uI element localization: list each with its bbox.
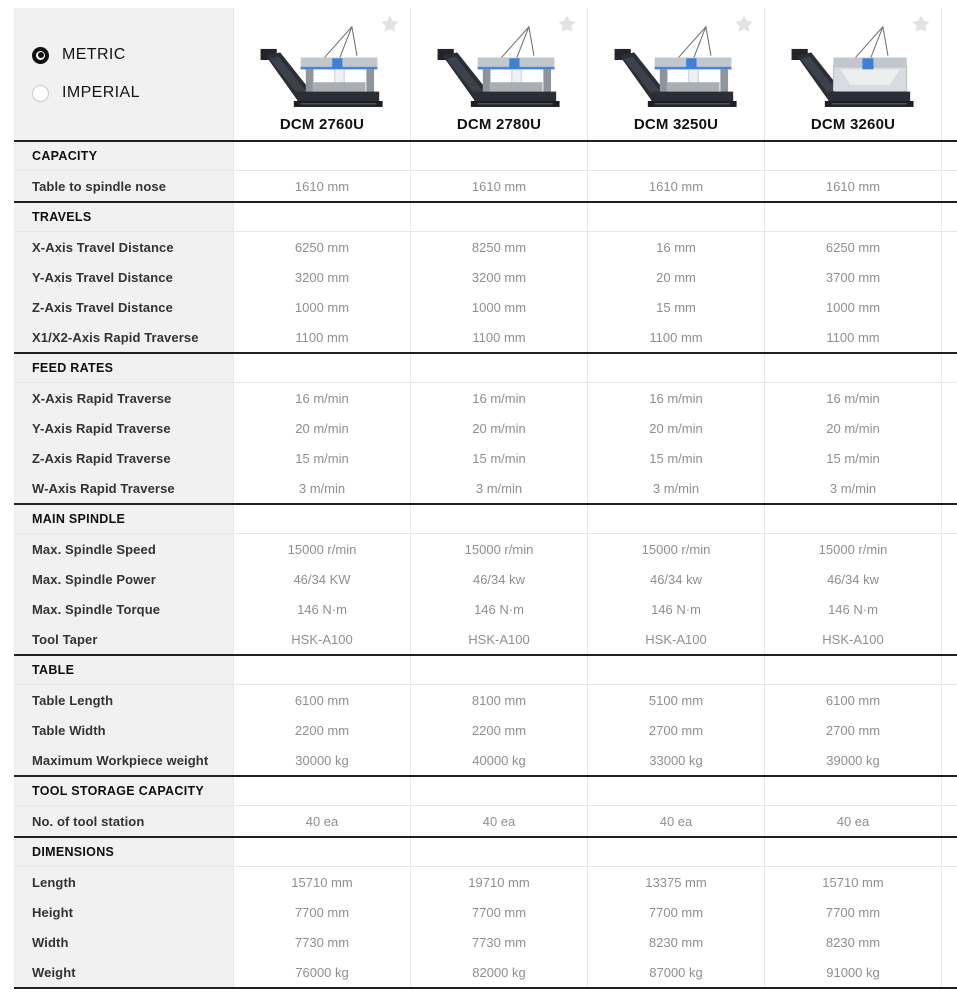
imperial-radio-label: IMPERIAL: [62, 84, 140, 101]
product-model-name: DCM 3250U: [633, 116, 719, 133]
stub-cell: [941, 383, 957, 413]
spec-row: [14, 806, 957, 836]
spec-value: 6250 mm: [764, 232, 941, 262]
section-header-cell: [233, 142, 410, 170]
spec-label: Tool Taper: [14, 624, 233, 654]
spec-section: [14, 503, 957, 654]
spec-row: [14, 564, 957, 594]
spec-value: 1610 mm: [587, 171, 764, 201]
section-header-cell: [764, 203, 941, 231]
spec-value: 6250 mm: [233, 232, 410, 262]
stub-cell: [941, 232, 957, 262]
spec-value: 40000 kg: [410, 745, 587, 775]
product-model-name: DCM 2780U: [456, 116, 542, 133]
spec-value: 3700 mm: [764, 262, 941, 292]
section-header-cell: [587, 505, 764, 533]
product-card: [410, 8, 587, 140]
spec-value: 15 m/min: [233, 443, 410, 473]
spec-row: [14, 867, 957, 897]
spec-value: 1100 mm: [233, 322, 410, 352]
spec-value: 15000 r/min: [233, 534, 410, 564]
spec-row: [14, 957, 957, 987]
imperial-radio-option[interactable]: [32, 84, 233, 102]
spec-value: 3 m/min: [233, 473, 410, 503]
section-header-row: [14, 142, 957, 171]
spec-value: 15 mm: [587, 292, 764, 322]
spec-value: 3200 mm: [410, 262, 587, 292]
spec-value: 2700 mm: [764, 715, 941, 745]
spec-value: 7730 mm: [233, 927, 410, 957]
stub-cell: [941, 927, 957, 957]
stub-cell: [941, 806, 957, 836]
spec-value: 5100 mm: [587, 685, 764, 715]
section-header-cell: [410, 142, 587, 170]
spec-value: 146 N·m: [587, 594, 764, 624]
stub-cell: [941, 777, 957, 805]
section-header-cell: [233, 354, 410, 382]
spec-row: [14, 443, 957, 473]
section-title: TOOL STORAGE CAPACITY: [14, 777, 233, 805]
spec-value: 2200 mm: [233, 715, 410, 745]
stub-cell: [941, 957, 957, 987]
spec-value: 20 m/min: [233, 413, 410, 443]
favorite-star-icon[interactable]: [379, 13, 401, 35]
spec-row: [14, 171, 957, 201]
spec-value: 2200 mm: [410, 715, 587, 745]
metric-radio-button[interactable]: [32, 47, 49, 64]
spec-row: [14, 745, 957, 775]
spec-value: 1100 mm: [764, 322, 941, 352]
spec-section: [14, 836, 957, 987]
spec-value: 33000 kg: [587, 745, 764, 775]
spec-value: 1610 mm: [764, 171, 941, 201]
spec-value: 20 m/min: [410, 413, 587, 443]
section-header-row: [14, 203, 957, 232]
section-header-row: [14, 505, 957, 534]
stub-cell: [941, 142, 957, 170]
spec-label: Table to spindle nose: [14, 171, 233, 201]
spec-value: 3 m/min: [587, 473, 764, 503]
section-header-cell: [233, 656, 410, 684]
spec-value: 7700 mm: [587, 897, 764, 927]
section-header-cell: [233, 838, 410, 866]
spec-value: 8230 mm: [764, 927, 941, 957]
spec-label: Max. Spindle Speed: [14, 534, 233, 564]
spec-value: 7700 mm: [233, 897, 410, 927]
imperial-radio-button[interactable]: [32, 85, 49, 102]
spec-value: 19710 mm: [410, 867, 587, 897]
spec-value: 15 m/min: [587, 443, 764, 473]
product-card: [587, 8, 764, 140]
spec-value: 8250 mm: [410, 232, 587, 262]
product-model-name: DCM 3260U: [810, 116, 896, 133]
spec-value: 40 ea: [233, 806, 410, 836]
spec-row: [14, 383, 957, 413]
spec-value: 1610 mm: [410, 171, 587, 201]
spec-value: 16 m/min: [233, 383, 410, 413]
section-title: TRAVELS: [14, 203, 233, 231]
stub-cell: [941, 897, 957, 927]
section-title: DIMENSIONS: [14, 838, 233, 866]
stub-cell: [941, 867, 957, 897]
spec-label: Y-Axis Rapid Traverse: [14, 413, 233, 443]
spec-value: 16 m/min: [764, 383, 941, 413]
favorite-star-icon[interactable]: [733, 13, 755, 35]
units-selector: [14, 8, 233, 140]
spec-value: 15 m/min: [410, 443, 587, 473]
section-title: CAPACITY: [14, 142, 233, 170]
spec-value: 16 mm: [587, 232, 764, 262]
spec-value: 7730 mm: [410, 927, 587, 957]
spec-label: Height: [14, 897, 233, 927]
section-header-cell: [410, 354, 587, 382]
section-header-cell: [410, 777, 587, 805]
spec-value: 20 m/min: [587, 413, 764, 443]
spec-value: HSK-A100: [587, 624, 764, 654]
stub-cell: [941, 656, 957, 684]
section-header-cell: [233, 203, 410, 231]
spec-value: 6100 mm: [764, 685, 941, 715]
spec-table-body: [14, 140, 957, 989]
section-header-cell: [587, 838, 764, 866]
section-title: TABLE: [14, 656, 233, 684]
spec-value: 6100 mm: [233, 685, 410, 715]
spec-value: 76000 kg: [233, 957, 410, 987]
stub-cell: [941, 413, 957, 443]
spec-row: [14, 262, 957, 292]
spec-value: 2700 mm: [587, 715, 764, 745]
comparison-table: [14, 8, 957, 989]
spec-label: Max. Spindle Power: [14, 564, 233, 594]
section-header-row: [14, 354, 957, 383]
spec-label: Y-Axis Travel Distance: [14, 262, 233, 292]
section-header-cell: [764, 142, 941, 170]
spec-value: HSK-A100: [764, 624, 941, 654]
spec-value: 146 N·m: [764, 594, 941, 624]
spec-value: 46/34 kw: [764, 564, 941, 594]
section-header-row: [14, 777, 957, 806]
spec-value: 1100 mm: [410, 322, 587, 352]
stub-cell: [941, 322, 957, 352]
spec-section: [14, 201, 957, 352]
spec-value: 3 m/min: [764, 473, 941, 503]
spec-value: 146 N·m: [233, 594, 410, 624]
favorite-star-icon[interactable]: [556, 13, 578, 35]
spec-value: 1100 mm: [587, 322, 764, 352]
section-header-cell: [410, 203, 587, 231]
spec-label: X1/X2-Axis Rapid Traverse: [14, 322, 233, 352]
machine-image: [258, 16, 386, 114]
product-card: [764, 8, 941, 140]
stub-cell: [941, 292, 957, 322]
spec-row: [14, 897, 957, 927]
spec-label: Table Length: [14, 685, 233, 715]
section-header-cell: [764, 505, 941, 533]
spec-value: 82000 kg: [410, 957, 587, 987]
spec-value: 7700 mm: [764, 897, 941, 927]
section-header-cell: [410, 656, 587, 684]
spec-value: 46/34 kw: [587, 564, 764, 594]
spec-label: Maximum Workpiece weight: [14, 745, 233, 775]
stub-cell: [941, 534, 957, 564]
section-header-row: [14, 838, 957, 867]
spec-row: [14, 292, 957, 322]
spec-row: [14, 232, 957, 262]
spec-value: 87000 kg: [587, 957, 764, 987]
spec-value: 1000 mm: [764, 292, 941, 322]
stub-cell: [941, 564, 957, 594]
product-card: [233, 8, 410, 140]
products-header: [14, 8, 957, 140]
spec-value: 91000 kg: [764, 957, 941, 987]
spec-value: HSK-A100: [410, 624, 587, 654]
section-header-cell: [410, 838, 587, 866]
stub-cell: [941, 443, 957, 473]
spec-section: [14, 654, 957, 775]
spec-row: [14, 685, 957, 715]
spec-row: [14, 473, 957, 503]
spec-value: 46/34 kw: [410, 564, 587, 594]
spec-value: HSK-A100: [233, 624, 410, 654]
stub-cell: [941, 594, 957, 624]
spec-label: X-Axis Travel Distance: [14, 232, 233, 262]
spec-value: 3200 mm: [233, 262, 410, 292]
spec-row: [14, 413, 957, 443]
section-header-cell: [587, 142, 764, 170]
stub-cell: [941, 624, 957, 654]
spec-section: [14, 775, 957, 836]
section-header-cell: [587, 777, 764, 805]
spec-value: 30000 kg: [233, 745, 410, 775]
spec-label: Width: [14, 927, 233, 957]
stub-cell: [941, 171, 957, 201]
spec-row: [14, 534, 957, 564]
spec-label: No. of tool station: [14, 806, 233, 836]
section-header-cell: [410, 505, 587, 533]
machine-image: [612, 16, 740, 114]
spec-value: 8230 mm: [587, 927, 764, 957]
stub-cell: [941, 262, 957, 292]
spec-value: 7700 mm: [410, 897, 587, 927]
stub-cell: [941, 745, 957, 775]
spec-label: W-Axis Rapid Traverse: [14, 473, 233, 503]
metric-radio-label: METRIC: [62, 46, 126, 63]
spec-value: 40 ea: [587, 806, 764, 836]
spec-label: Weight: [14, 957, 233, 987]
spec-value: 46/34 KW: [233, 564, 410, 594]
spec-label: Z-Axis Travel Distance: [14, 292, 233, 322]
spec-value: 146 N·m: [410, 594, 587, 624]
spec-value: 15710 mm: [764, 867, 941, 897]
stub-cell: [941, 203, 957, 231]
spec-value: 15710 mm: [233, 867, 410, 897]
spec-value: 40 ea: [764, 806, 941, 836]
section-title: MAIN SPINDLE: [14, 505, 233, 533]
stub-cell: [941, 715, 957, 745]
spec-value: 1610 mm: [233, 171, 410, 201]
spec-value: 1000 mm: [233, 292, 410, 322]
stub-cell: [941, 685, 957, 715]
spec-section: [14, 352, 957, 503]
spec-value: 16 m/min: [587, 383, 764, 413]
section-title: FEED RATES: [14, 354, 233, 382]
spec-value: 13375 mm: [587, 867, 764, 897]
section-header-cell: [764, 777, 941, 805]
metric-radio-option[interactable]: [32, 46, 233, 64]
spec-row: [14, 322, 957, 352]
spec-value: 15000 r/min: [410, 534, 587, 564]
favorite-star-icon[interactable]: [910, 13, 932, 35]
spec-row: [14, 927, 957, 957]
spec-value: 8100 mm: [410, 685, 587, 715]
section-header-cell: [587, 354, 764, 382]
spec-label: Z-Axis Rapid Traverse: [14, 443, 233, 473]
spec-value: 15000 r/min: [764, 534, 941, 564]
section-header-cell: [764, 838, 941, 866]
stub-cell: [941, 838, 957, 866]
spec-value: 16 m/min: [410, 383, 587, 413]
stub-cell: [941, 505, 957, 533]
spec-row: [14, 594, 957, 624]
header-stub-cell: [941, 8, 957, 140]
spec-value: 15 m/min: [764, 443, 941, 473]
spec-row: [14, 624, 957, 654]
machine-image: [789, 16, 917, 114]
spec-value: 3 m/min: [410, 473, 587, 503]
section-header-cell: [587, 203, 764, 231]
section-header-cell: [587, 656, 764, 684]
spec-value: 40 ea: [410, 806, 587, 836]
spec-value: 20 mm: [587, 262, 764, 292]
spec-section: [14, 140, 957, 201]
section-header-cell: [764, 656, 941, 684]
section-header-cell: [233, 777, 410, 805]
stub-cell: [941, 473, 957, 503]
stub-cell: [941, 354, 957, 382]
spec-value: 1000 mm: [410, 292, 587, 322]
machine-image: [435, 16, 563, 114]
product-model-name: DCM 2760U: [279, 116, 365, 133]
spec-value: 39000 kg: [764, 745, 941, 775]
spec-label: Max. Spindle Torque: [14, 594, 233, 624]
spec-label: Length: [14, 867, 233, 897]
section-header-cell: [233, 505, 410, 533]
spec-value: 20 m/min: [764, 413, 941, 443]
spec-label: X-Axis Rapid Traverse: [14, 383, 233, 413]
section-header-cell: [764, 354, 941, 382]
spec-value: 15000 r/min: [587, 534, 764, 564]
section-header-row: [14, 656, 957, 685]
spec-label: Table Width: [14, 715, 233, 745]
spec-row: [14, 715, 957, 745]
